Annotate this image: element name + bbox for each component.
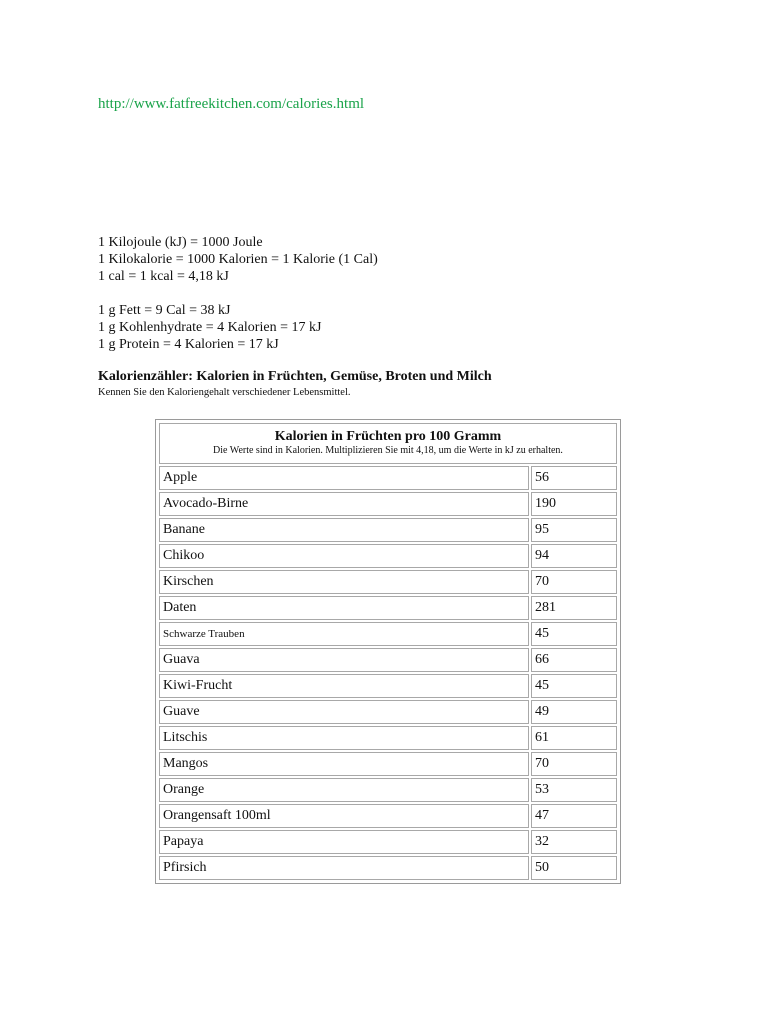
calorie-value: 45 (531, 674, 617, 698)
calorie-value: 61 (531, 726, 617, 750)
fruit-name: Orangensaft 100ml (159, 804, 529, 828)
nutrient-line: 1 g Protein = 4 Kalorien = 17 kJ (98, 337, 279, 352)
fruit-name: Banane (159, 518, 529, 542)
fruit-name: Papaya (159, 830, 529, 854)
fruit-name: Avocado-Birne (159, 492, 529, 516)
nutrient-line: 1 g Kohlenhydrate = 4 Kalorien = 17 kJ (98, 320, 322, 335)
table-caption (159, 423, 617, 464)
fruit-name: Apple (159, 466, 529, 490)
table-row (159, 778, 617, 802)
table-row (159, 830, 617, 854)
table-title: Kalorien in Früchten pro 100 Gramm (274, 429, 502, 444)
fruit-name: Daten (159, 596, 529, 620)
table-row (159, 856, 617, 880)
calorie-value: 53 (531, 778, 617, 802)
calorie-value: 56 (531, 466, 617, 490)
calorie-value: 32 (531, 830, 617, 854)
table-row (159, 674, 617, 698)
table-row (159, 466, 617, 490)
table-row (159, 700, 617, 724)
nutrient-line: 1 g Fett = 9 Cal = 38 kJ (98, 303, 231, 318)
table-row (159, 622, 617, 646)
fruit-name: Mangos (159, 752, 529, 776)
source-link[interactable]: http://www.fatfreekitchen.com/calories.html (98, 96, 365, 112)
table-row (159, 544, 617, 568)
calorie-value: 94 (531, 544, 617, 568)
fruit-calorie-table (155, 419, 621, 884)
fruit-name: Guava (159, 648, 529, 672)
calorie-value: 50 (531, 856, 617, 880)
nutrient-energy-values (98, 302, 321, 353)
calorie-value: 70 (531, 752, 617, 776)
calorie-value: 190 (531, 492, 617, 516)
fruit-name: Kirschen (159, 570, 529, 594)
fruit-name: Guave (159, 700, 529, 724)
fruit-name: Schwarze Trauben (159, 622, 529, 646)
section-heading: Kalorienzähler: Kalorien in Früchten, Gemüse, Broten und Milch (98, 369, 492, 384)
table-row (159, 804, 617, 828)
fruit-name: Kiwi-Frucht (159, 674, 529, 698)
fruit-name: Pfirsich (159, 856, 529, 880)
table-caption-row (159, 423, 617, 464)
section-subheading: Kennen Sie den Kaloriengehalt verschiedener Lebensmittel. (98, 387, 351, 398)
calorie-value: 281 (531, 596, 617, 620)
calorie-value: 45 (531, 622, 617, 646)
calorie-value: 47 (531, 804, 617, 828)
unit-conversions (98, 234, 378, 285)
table-row (159, 570, 617, 594)
fruit-name: Chikoo (159, 544, 529, 568)
fruit-name: Orange (159, 778, 529, 802)
table-row (159, 518, 617, 542)
fruit-name: Litschis (159, 726, 529, 750)
table-row (159, 648, 617, 672)
table-row (159, 752, 617, 776)
conversion-line: 1 cal = 1 kcal = 4,18 kJ (98, 269, 229, 284)
calorie-value: 95 (531, 518, 617, 542)
calorie-value: 49 (531, 700, 617, 724)
calorie-value: 70 (531, 570, 617, 594)
table-row (159, 492, 617, 516)
calorie-value: 66 (531, 648, 617, 672)
table-row (159, 726, 617, 750)
conversion-line: 1 Kilokalorie = 1000 Kalorien = 1 Kalorie (1 Cal) (98, 252, 378, 267)
table-row (159, 596, 617, 620)
table-note: Die Werte sind in Kalorien. Multiplizieren Sie mit 4,18, um die Werte in kJ zu erhalten. (213, 445, 563, 456)
conversion-line: 1 Kilojoule (kJ) = 1000 Joule (98, 235, 263, 250)
